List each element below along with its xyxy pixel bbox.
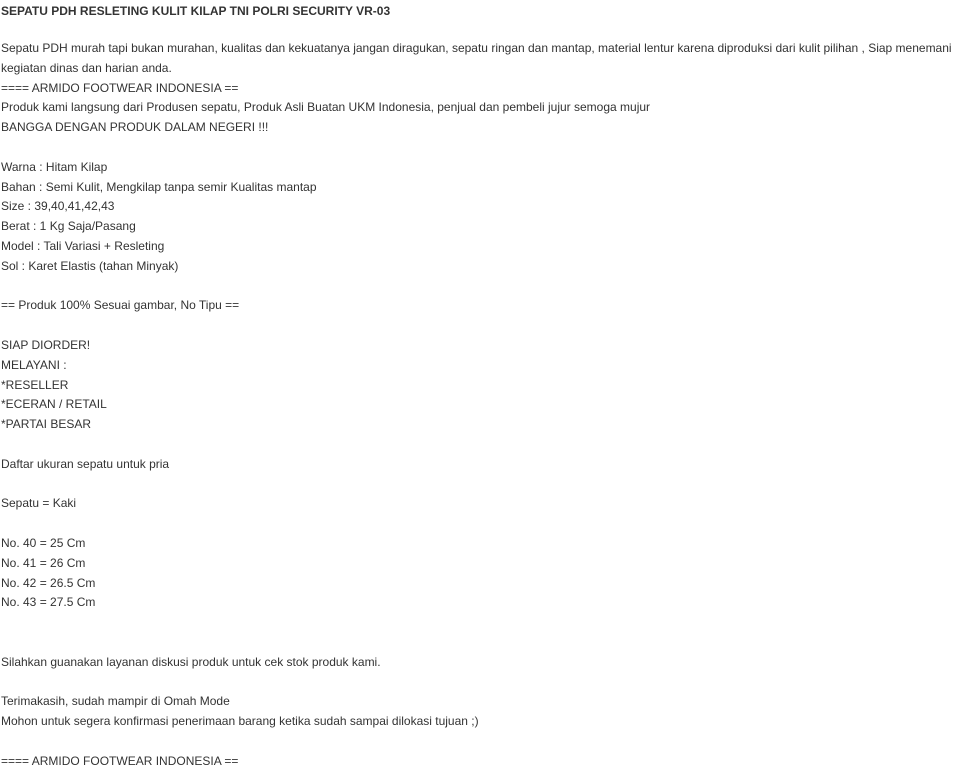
description-line: Warna : Hitam Kilap xyxy=(1,159,108,174)
description-line: ==== ARMIDO FOOTWEAR INDONESIA == xyxy=(1,80,239,95)
description-line: BANGGA DENGAN PRODUK DALAM NEGERI !!! xyxy=(1,120,269,135)
description-line: == Produk 100% Sesuai gambar, No Tipu == xyxy=(1,298,240,313)
description-line: No. 41 = 26 Cm xyxy=(1,555,86,570)
description-line: Terimakasih, sudah mampir di Omah Mode xyxy=(1,694,230,709)
description-line: Model : Tali Variasi + Resleting xyxy=(1,238,165,253)
product-description xyxy=(0,39,956,771)
description-line xyxy=(0,138,956,158)
description-line: Sol : Karet Elastis (tahan Minyak) xyxy=(1,258,179,273)
description-line: Berat : 1 Kg Saja/Pasang xyxy=(1,219,136,234)
description-line xyxy=(0,673,956,693)
description-line: *PARTAI BESAR xyxy=(1,417,92,432)
product-title: SEPATU PDH RESLETING KULIT KILAP TNI POLRI SECURITY VR-03 xyxy=(1,4,391,18)
description-line: *RESELLER xyxy=(1,377,69,392)
description-line: No. 40 = 25 Cm xyxy=(1,535,86,550)
description-line: Mohon untuk segera konfirmasi penerimaan barang ketika sudah sampai dilokasi tujuan ;) xyxy=(1,714,479,729)
description-line: Daftar ukuran sepatu untuk pria xyxy=(1,456,170,471)
description-line xyxy=(0,732,956,752)
description-line xyxy=(0,316,956,336)
description-line xyxy=(0,633,956,653)
description-line: ==== ARMIDO FOOTWEAR INDONESIA == xyxy=(1,753,239,768)
description-line xyxy=(0,277,956,297)
description-line xyxy=(0,613,956,633)
description-line: MELAYANI : xyxy=(1,357,67,372)
description-line: Sepatu PDH murah tapi bukan murahan, kualitas dan kekuatanya jangan diragukan, sepatu ringan dan mantap, material lentur karena diproduksi dari kulit pilihan , Siap menemani kegiatan dinas dan harian anda. xyxy=(1,41,955,75)
description-line: SIAP DIORDER! xyxy=(1,337,91,352)
description-line xyxy=(0,514,956,534)
description-line: Silahkan guanakan layanan diskusi produk untuk cek stok produk kami. xyxy=(1,654,381,669)
description-line: Sepatu = Kaki xyxy=(1,496,77,511)
description-line xyxy=(0,475,956,495)
description-line: No. 43 = 27.5 Cm xyxy=(1,595,96,610)
description-line: No. 42 = 26.5 Cm xyxy=(1,575,96,590)
description-line: Produk kami langsung dari Produsen sepatu, Produk Asli Buatan UKM Indonesia, penjual dan pembeli jujur semoga mujur xyxy=(1,100,651,115)
description-line: *ECERAN / RETAIL xyxy=(1,397,107,412)
description-line xyxy=(0,435,956,455)
description-line: Size : 39,40,41,42,43 xyxy=(1,199,115,214)
description-line: Bahan : Semi Kulit, Mengkilap tanpa semir Kualitas mantap xyxy=(1,179,317,194)
